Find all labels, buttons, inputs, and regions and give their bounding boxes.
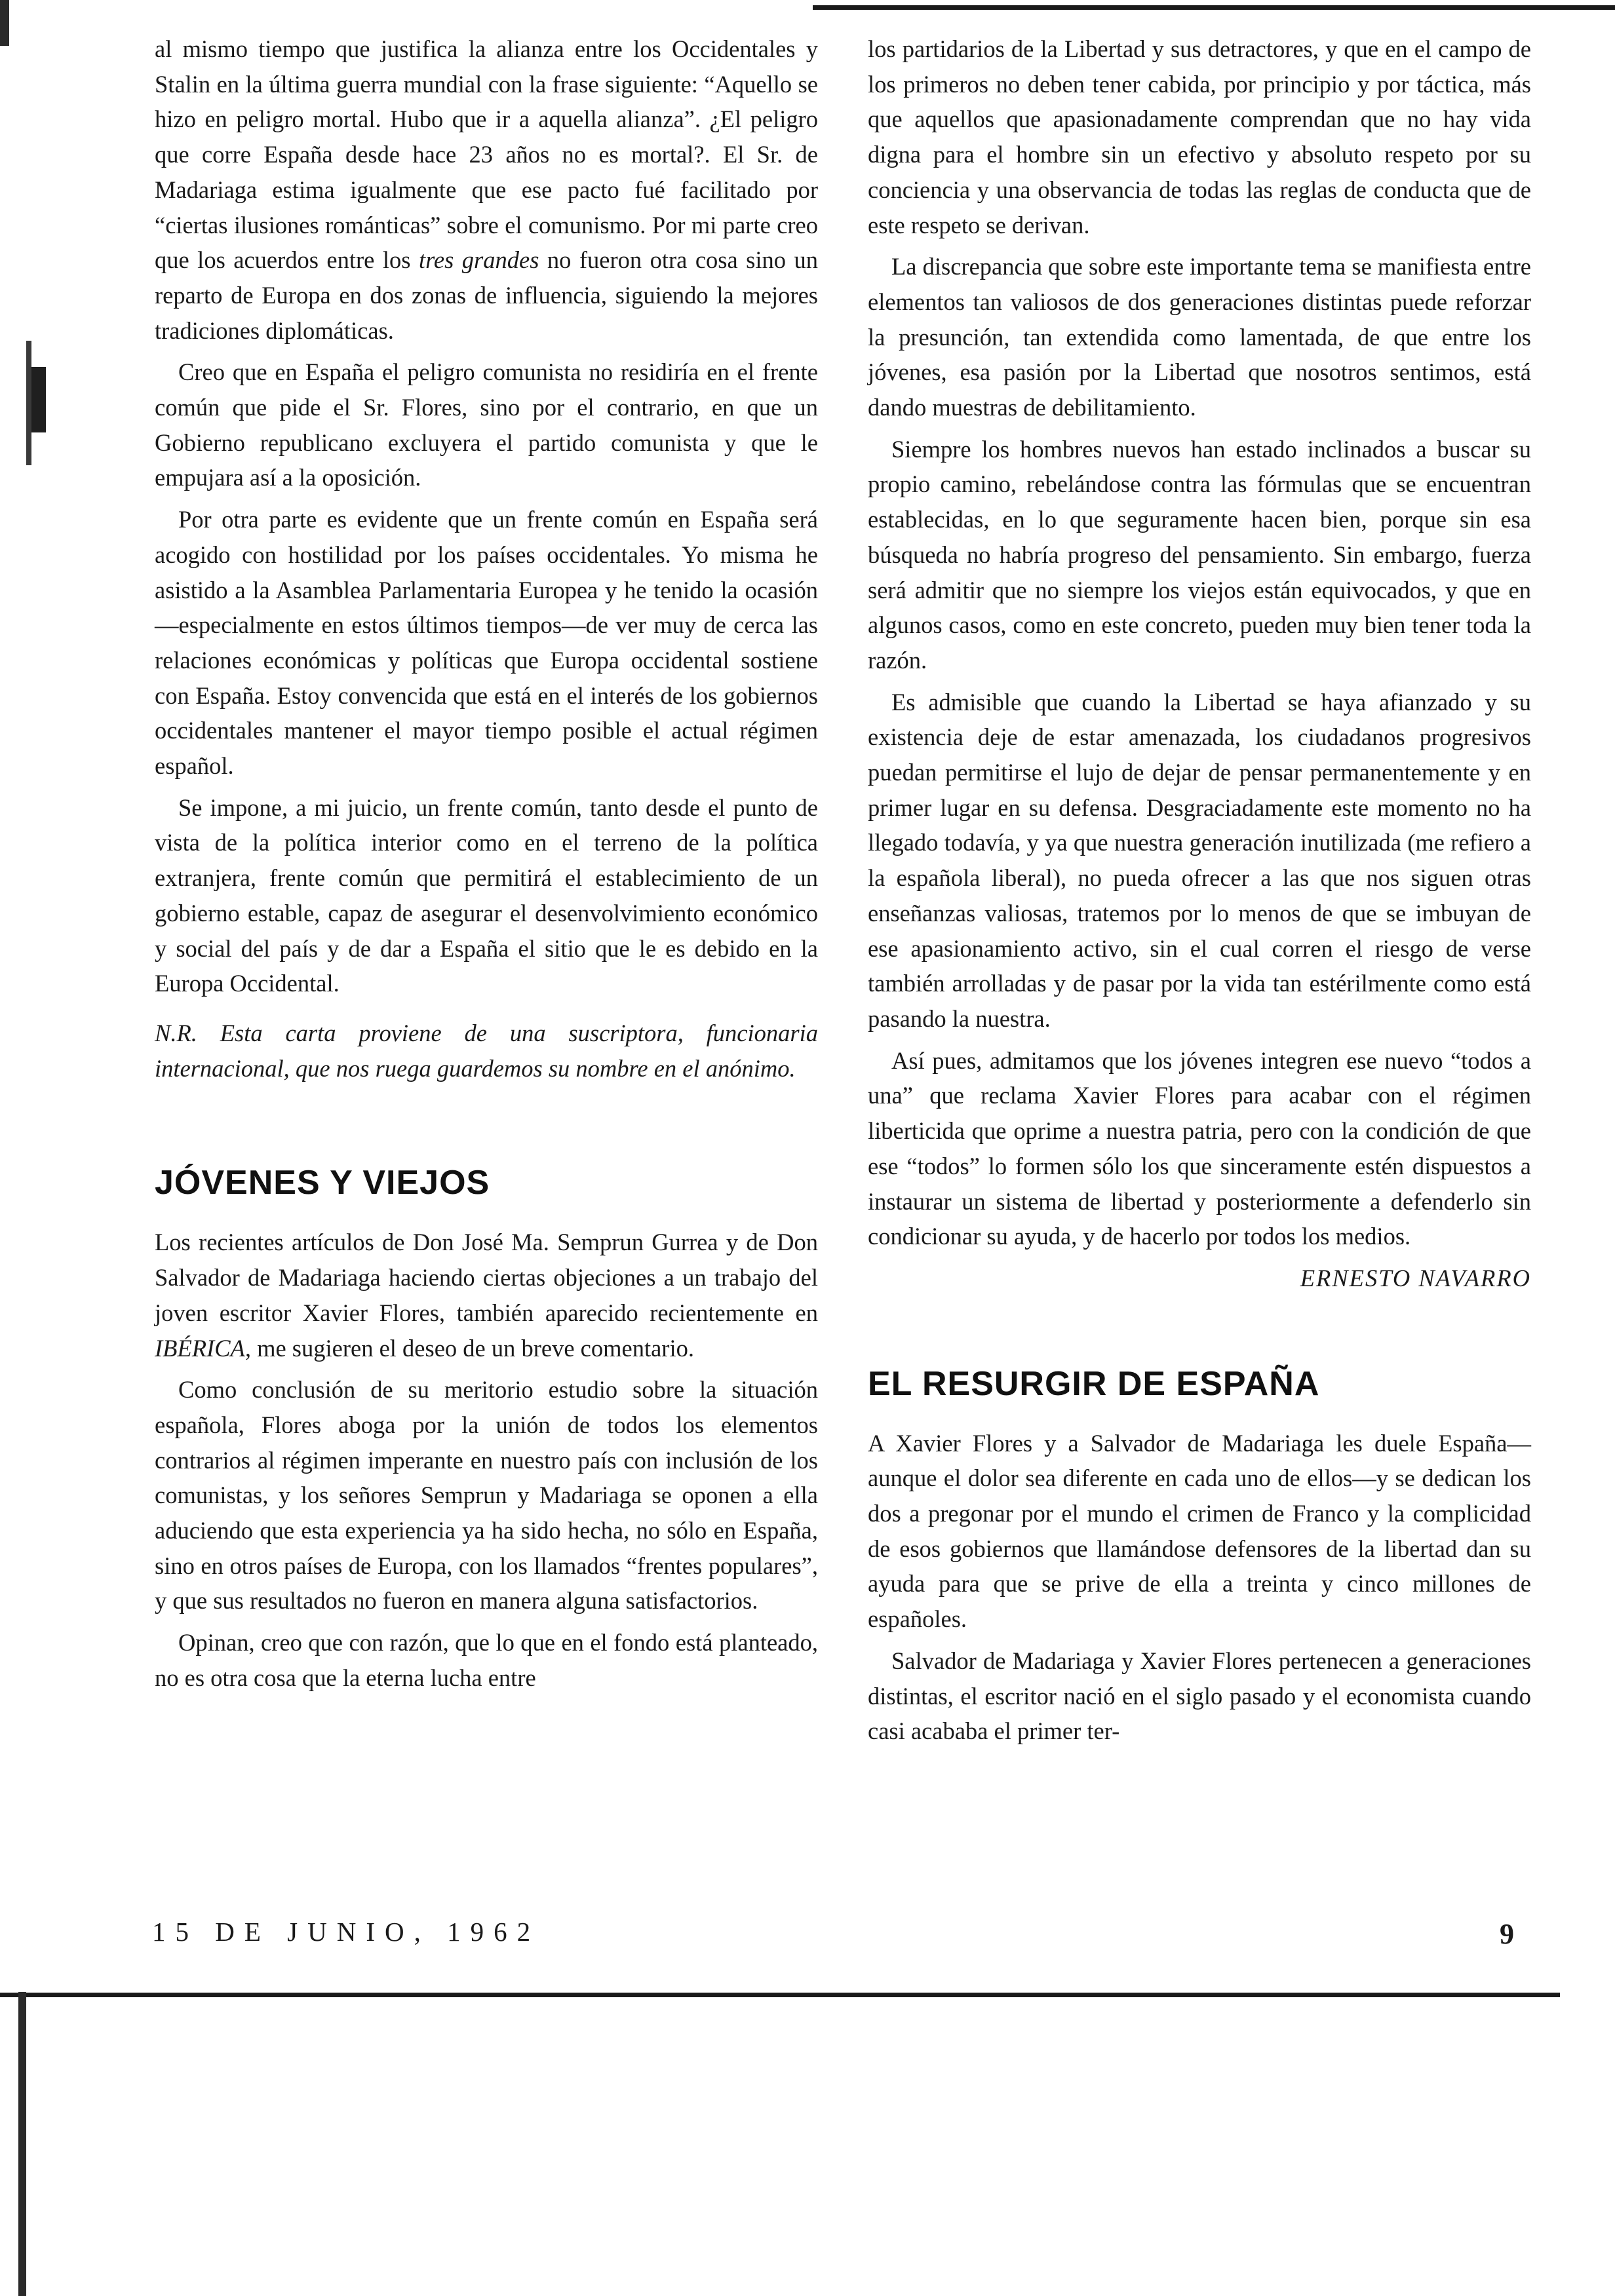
paragraph: Se impone, a mi juicio, un frente común, tanto desde el punto de vista de la política interior como en el terreno de la política extranjera, frente común que permitirá el establecimiento de un gobierno estable, capaz de asegurar el desenvolvimiento económico y social del país y de dar a España el sitio que le es debido en la Europa Occidental. [155, 794, 818, 997]
section-heading: EL RESURGIR DE ESPAÑA [868, 1364, 1320, 1403]
scan-edge-left-mark [31, 367, 46, 432]
top-rule [813, 5, 1615, 10]
paragraph: Es admisible que cuando la Libertad se haya afianzado y su existencia deje de estar amenazada, los ciudadanos progresivos puedan permitirse el lujo de dejar de pensar permanentemente y en primer lugar en su defensa. Desgraciadamente este momento no ha llegado todavía, y ya que nuestra generación inutilizada (me refiero a la española liberal), no pueda ofrecer a las que nos siguen otras enseñanzas valiosas, tratemos por lo menos de que se imbuyan de ese apasionamiento activo, sin el cual corren el riesgo de verse también arrolladas y de pasar por la vida tan estérilmente como está pasando la nuestra. [868, 688, 1531, 1032]
paragraph: Creo que en España el peligro comunista no residiría en el frente común que pide el Sr. Flores, sino por el contrario, en que un Gobierno republicano excluyera el partido comunista y que le empujara así a la oposición. [155, 358, 818, 491]
section-heading: JÓVENES Y VIEJOS [155, 1164, 490, 1202]
paragraph: La discrepancia que sobre este importante tema se manifiesta entre elementos tan valiosos de dos generaciones distintas puede reforzar la presunción, tan extendida como lamentada, de que entre los jóvenes, esa pasión por la Libertad que nosotros sentimos, está dando muestras de debilitamiento. [868, 253, 1531, 421]
scan-edge-left [26, 341, 31, 465]
paragraph: los partidarios de la Libertad y sus detractores, y que en el campo de los primeros no deben tener cabida, por principio y por táctica, más que aquellos que apasionadamente comprendan que no hay vida digna para el hombre sin un efectivo y absoluto respeto por su conciencia y una observancia de todas las reglas de conducta que de este respeto se derivan. [868, 35, 1531, 239]
paragraph: Así pues, admitamos que los jóvenes integren ese nuevo “todos a una” que reclama Xavier Flores para acabar con el régimen liberticida que oprime a nuestra patria, pero con la condición de que ese “todos” lo formen sólo los que sinceramente estén dispuestos a instaurar un sistema de libertad y posteriormente a defenderlo sin condicionar su ayuda, y de hacerlo por todos los medios. [868, 1046, 1531, 1250]
left-column [155, 31, 818, 1702]
issue-date: 15 DE JUNIO, 1962 [152, 1917, 541, 1947]
paragraph-text: Los recientes artículos de Don José Ma. Semprun Gurrea y de Don Salvador de Madariaga haciendo ciertas objeciones a un trabajo del joven escritor Xavier Flores, también aparecido recientemente en [155, 1229, 818, 1326]
scan-edge-bottom-left [18, 1992, 26, 2296]
right-column [868, 31, 1531, 1755]
paragraph: Opinan, creo que con razón, que lo que en el fondo está planteado, no es otra cosa que la eterna lucha entre [155, 1629, 818, 1691]
paragraph: A Xavier Flores y a Salvador de Madariaga les duele España—aunque el dolor sea diferente en cada uno de ellos—y se dedican los dos a pregonar por el mundo el crimen de Franco y la complicidad de esos gobiernos que llamándose defensores de la libertad dan su ayuda para que se prive de ella a treinta y cinco millones de españoles. [868, 1429, 1531, 1633]
author-signature: ERNESTO NAVARRO [1300, 1264, 1531, 1292]
page-number: 9 [1500, 1918, 1514, 1950]
paragraph-text: no fueron otra cosa sino un reparto de Europa en dos zonas de influencia, siguiendo la mejores tradiciones diplomáticas. [155, 246, 818, 344]
paragraph [155, 1225, 818, 1366]
bottom-rule [0, 1993, 1560, 1997]
italic-phrase: tres grandes [418, 246, 539, 274]
scan-edge-top-left [0, 0, 9, 46]
editor-note: N.R. Esta carta proviene de una suscriptora, funcionaria internacional, que nos ruega guardemos su nombre en el anónimo. [155, 1019, 818, 1082]
paragraph: Salvador de Madariaga y Xavier Flores pertenecen a generaciones distintas, el escritor nació en el siglo pasado y el economista cuando casi acababa el primer ter- [868, 1647, 1531, 1745]
paragraph-text: me sugieren el deseo de un breve comentario. [250, 1334, 694, 1362]
paragraph: Siempre los hombres nuevos han estado inclinados a buscar su propio camino, rebelándose contra las fórmulas que se encuentran establecidas, en lo que seguramente hacen bien, porque sin esa búsqueda no habría progreso del pensamiento. Sin embargo, fuerza será admitir que no siempre los viejos están equivocados, y que en algunos casos, como en este concreto, pueden muy bien tener toda la razón. [868, 435, 1531, 674]
paragraph [155, 31, 818, 348]
paragraph-text: al mismo tiempo que justifica la alianza entre los Occidentales y Stalin en la última guerra mundial con la frase siguiente: “Aquello se hizo en peligro mortal. Hubo que ir a aquella alianza”. ¿El peligro que corre España desde hace 23 años no es mortal?. El Sr. de Madariaga estima igualmente que ese pacto fué facilitado por “ciertas ilusiones románticas” sobre el comunismo. Por mi parte creo que los acuerdos entre los [155, 35, 818, 274]
magazine-name: IBÉRICA, [155, 1334, 251, 1362]
paragraph: Por otra parte es evidente que un frente común en España será acogido con hostilidad por los países occidentales. Yo misma he asistido a la Asamblea Parlamentaria Europea y he tenido la ocasión—especialmente en estos últimos tiempos—de ver muy de cerca las relaciones económicas y políticas que Europa occidental sostiene con España. Estoy convencida que está en el interés de los gobiernos occidentales mantener el mayor tiempo posible el actual régimen español. [155, 506, 818, 780]
paragraph: Como conclusión de su meritorio estudio sobre la situación española, Flores aboga por la unión de todos los elementos contrarios al régimen imperante en nuestro país con inclusión de los comunistas, y los señores Semprun y Madariaga se oponen a ella aduciendo que esta experiencia ya ha sido hecha, no sólo en España, sino en otros países de Europa, con los llamados “frentes populares”, y que sus resultados no fueron en manera alguna satisfactorios. [155, 1376, 818, 1615]
